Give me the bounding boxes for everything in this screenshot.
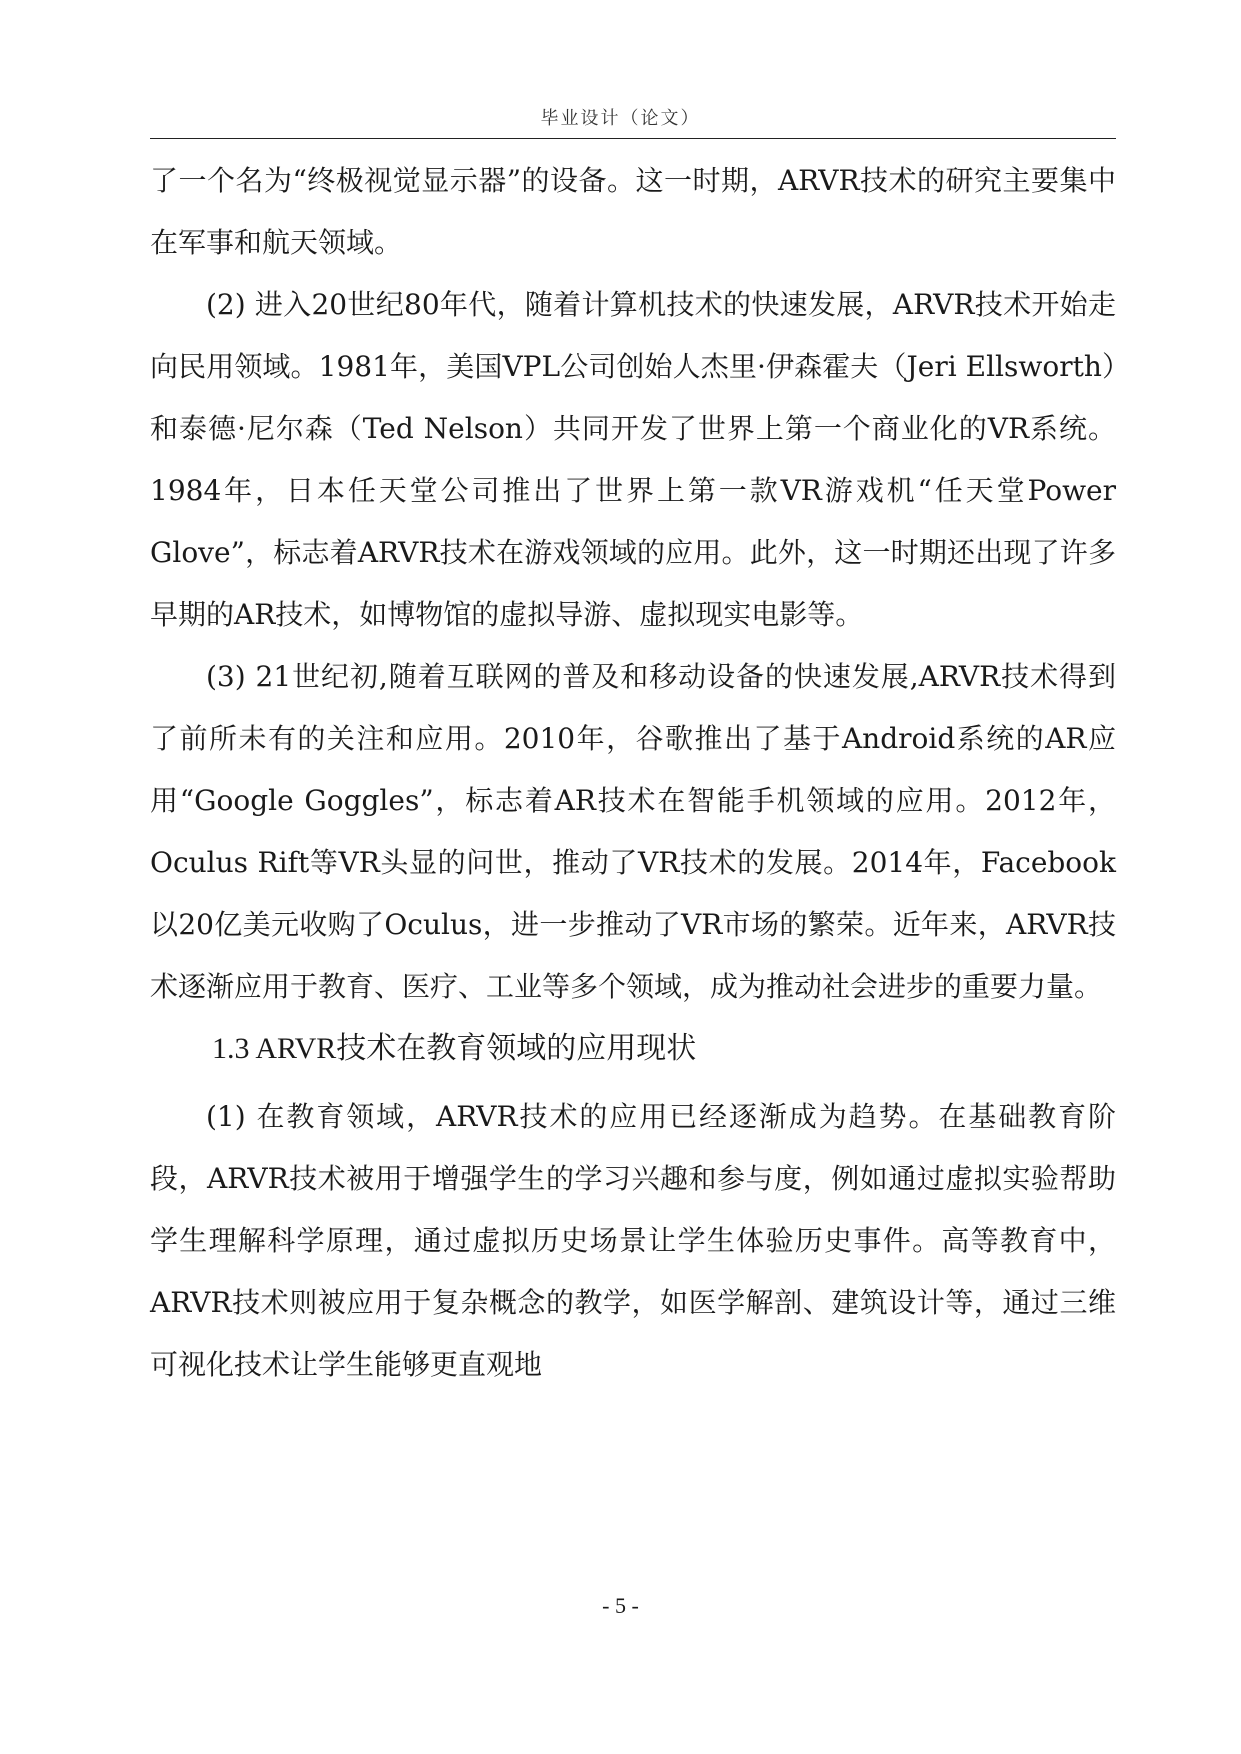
paragraph-continuation: 了一个名为“终极视觉显示器”的设备。这一时期，ARVR技术的研究主要集中在军事和航天领域。 bbox=[150, 164, 1116, 259]
body-text bbox=[150, 150, 1116, 1396]
paragraph-item-3: (3) 21世纪初,随着互联网的普及和移动设备的快速发展,ARVR技术得到了前所未有的关注和应用。2010年，谷歌推出了基于Android系统的AR应用“Google Goggles”，标志着AR技术在智能手机领域的应用。2012年，Oculus Rift等VR头显的问世，推动了VR技术的发展。2014年，Facebook以20亿美元收购了Oculus，进一步推动了VR市场的繁荣。近年来，ARVR技术逐渐应用于教育、医疗、工业等多个领域，成为推动社会进步的重要力量。 bbox=[150, 660, 1116, 1003]
page-number: - 5 - bbox=[602, 1593, 639, 1618]
section-heading: 1.3 ARVR技术在教育领域的应用现状 bbox=[212, 1032, 697, 1065]
paragraph-section-item-1: (1) 在教育领域，ARVR技术的应用已经逐渐成为趋势。在基础教育阶段，ARVR技术被用于增强学生的学习兴趣和参与度，例如通过虚拟实验帮助学生理解科学原理，通过虚拟历史场景让学生体验历史事件。高等教育中，ARVR技术则被应用于复杂概念的教学，如医学解剖、建筑设计等，通过三维可视化技术让学生能够更直观地 bbox=[150, 1100, 1116, 1381]
paragraph-item-2: (2) 进入20世纪80年代，随着计算机技术的快速发展，ARVR技术开始走向民用领域。1981年，美国VPL公司创始人杰里·伊森霍夫（Jeri Ellsworth）和泰德·尼尔森（Ted Nelson）共同开发了世界上第一个商业化的VR系统。1984年，日本任天堂公司推出了世界上第一款VR游戏机“任天堂Power Glove”，标志着ARVR技术在游戏领域的应用。此外，这一时期还出现了许多早期的AR技术，如博物馆的虚拟导游、虚拟现实电影等。 bbox=[150, 288, 1116, 631]
header-divider bbox=[150, 138, 1116, 139]
page-header: 毕业设计（论文） bbox=[540, 108, 701, 129]
